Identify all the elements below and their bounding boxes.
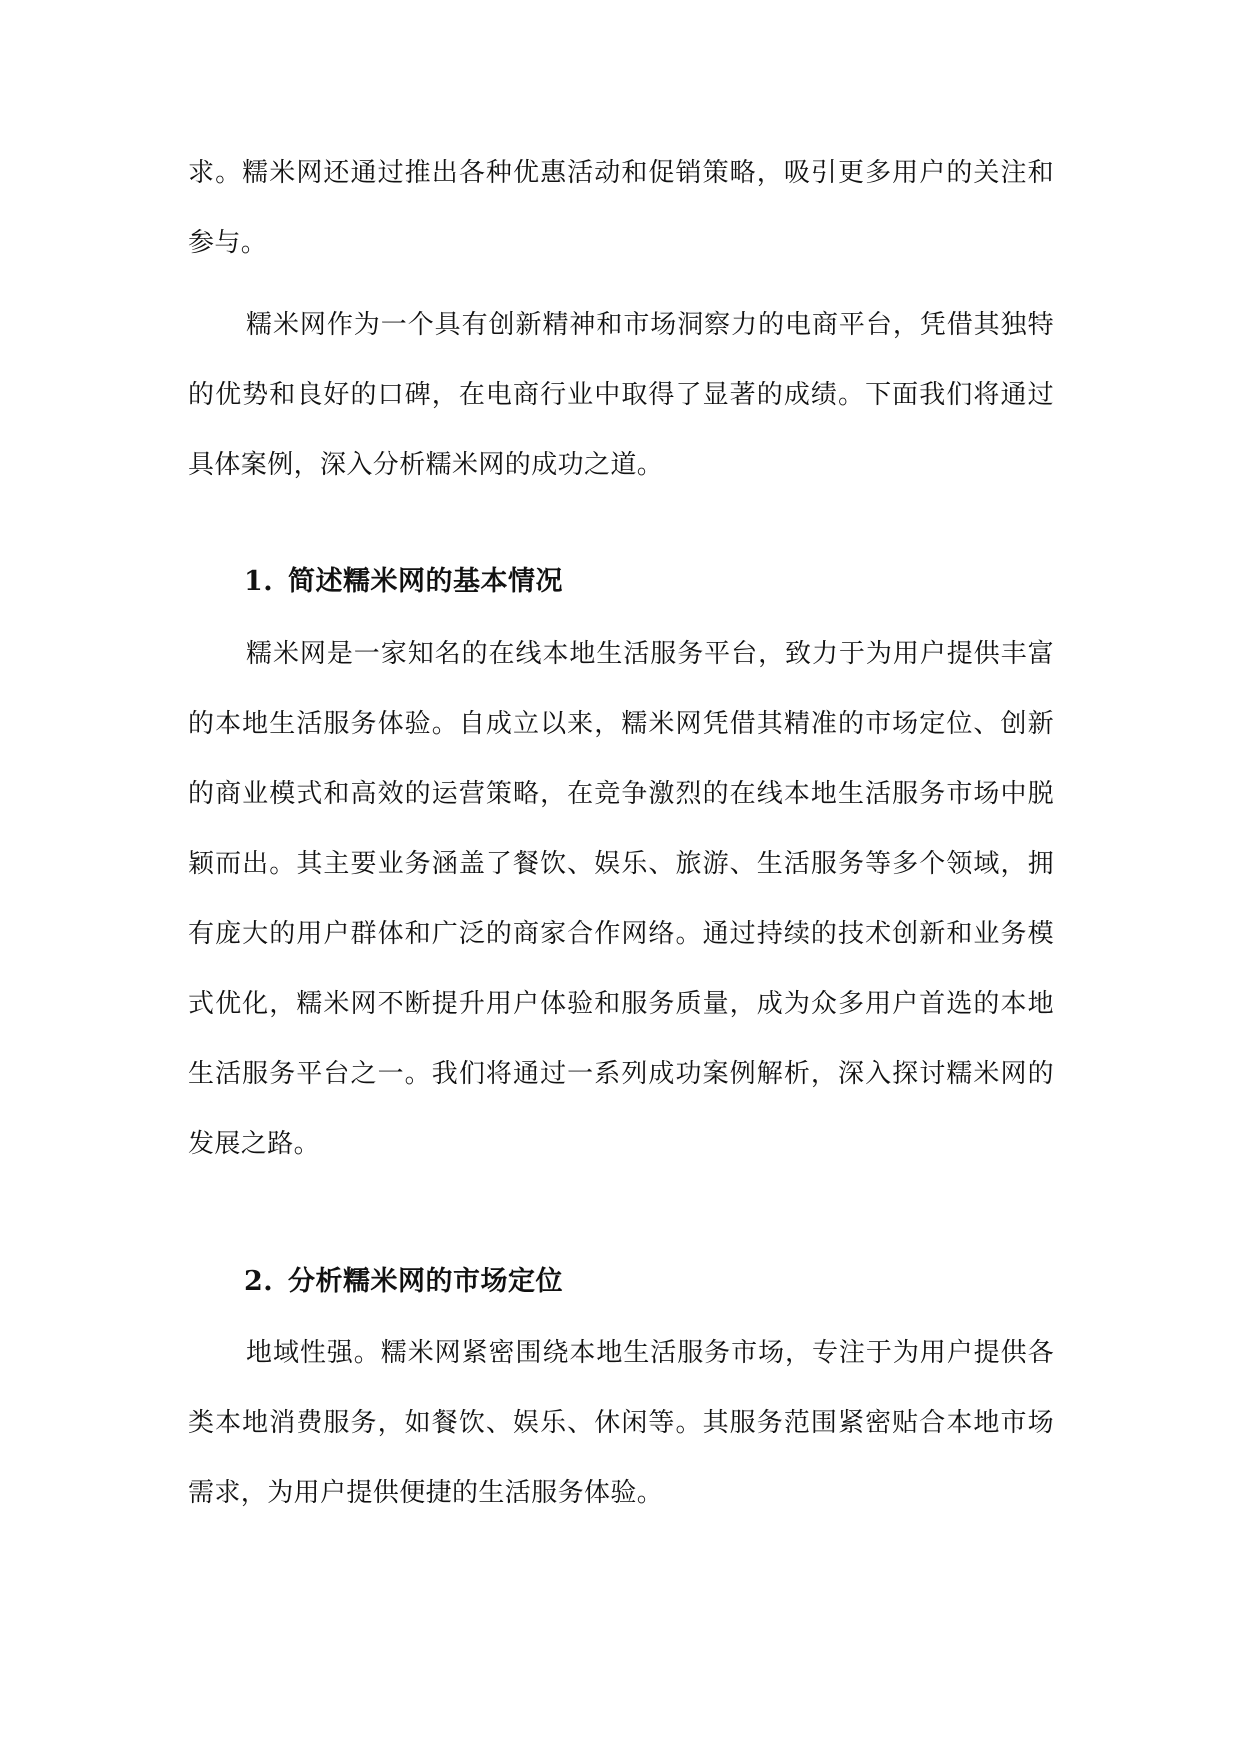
section-heading-1 (244, 562, 563, 602)
paragraph-continuation: 求。糯米网还通过推出各种优惠活动和促销策略，吸引更多用户的关注和参与。 (188, 158, 1054, 258)
section-number: 2. (244, 1266, 274, 1297)
section-number: 1. (244, 566, 274, 597)
paragraph-market-positioning: 地域性强。糯米网紧密围绕本地生活服务市场，专注于为用户提供各类本地消费服务，如餐饮、娱乐、休闲等。其服务范围紧密贴合本地市场需求，为用户提供便捷的生活服务体验。 (188, 1338, 1054, 1508)
section-heading-2 (244, 1262, 563, 1302)
paragraph-intro-summary: 糯米网作为一个具有创新精神和市场洞察力的电商平台，凭借其独特的优势和良好的口碑，在电商行业中取得了显著的成绩。下面我们将通过具体案例，深入分析糯米网的成功之道。 (188, 310, 1054, 480)
section-title: 分析糯米网的市场定位 (288, 1266, 563, 1297)
paragraph-basic-overview: 糯米网是一家知名的在线本地生活服务平台，致力于为用户提供丰富的本地生活服务体验。自成立以来，糯米网凭借其精准的市场定位、创新的商业模式和高效的运营策略，在竞争激烈的在线本地生活服务市场中脱颖而出。其主要业务涵盖了餐饮、娱乐、旅游、生活服务等多个领域，拥有庞大的用户群体和广泛的商家合作网络。通过持续的技术创新和业务模式优化，糯米网不断提升用户体验和服务质量，成为众多用户首选的本地生活服务平台之一。我们将通过一系列成功案例解析，深入探讨糯米网的发展之路。 (188, 639, 1054, 1159)
section-title: 简述糯米网的基本情况 (288, 566, 563, 597)
